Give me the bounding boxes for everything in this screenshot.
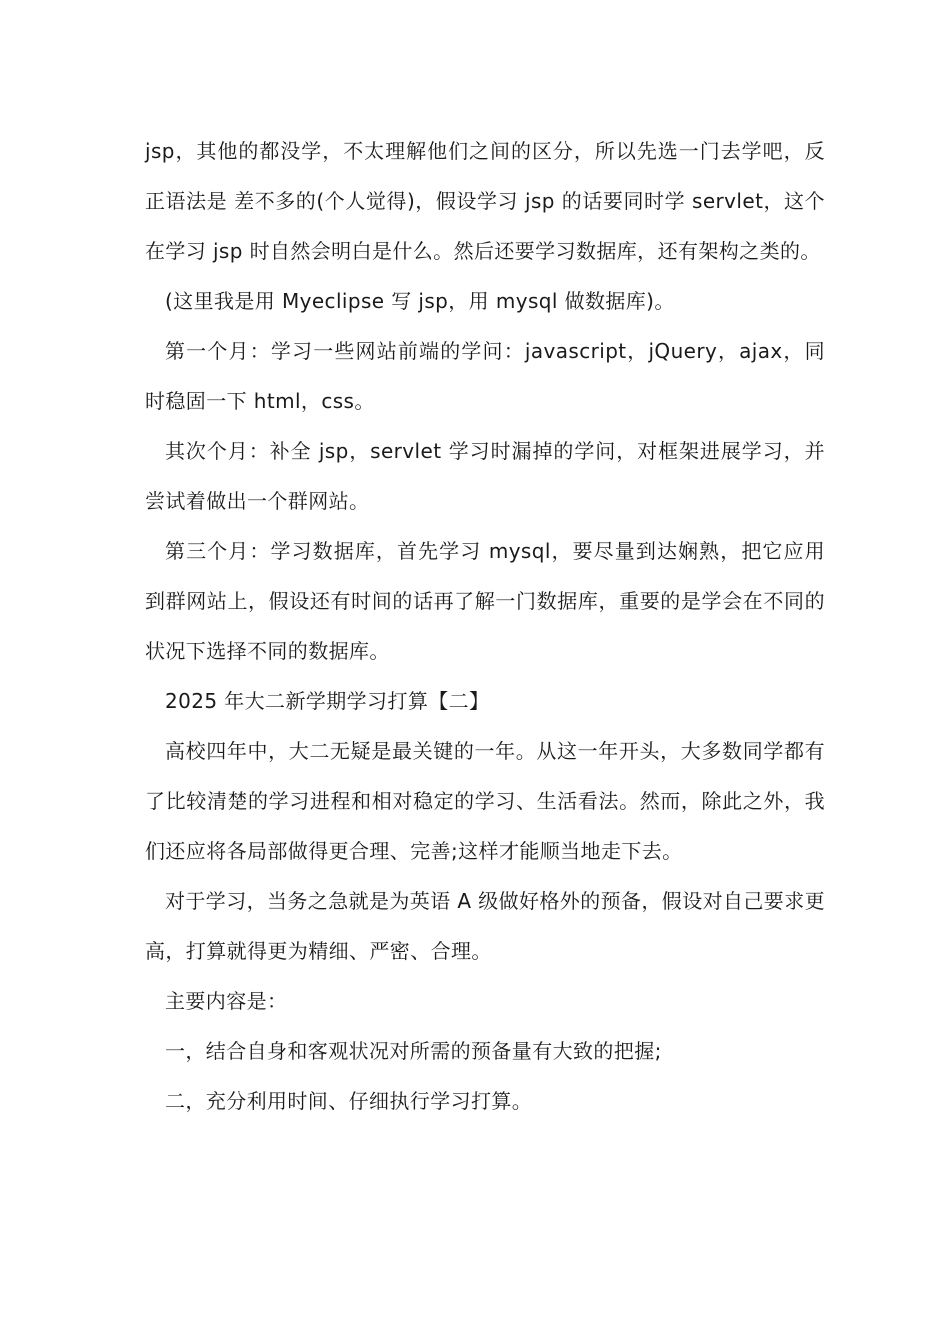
paragraph-5: 第三个月：学习数据库，首先学习 mysql，要尽量到达娴熟，把它应用到群网站上，假设还有时间的话再了解一门数据库，重要的是学会在不同的状况下选择不同的数据库。 xyxy=(145,539,825,663)
paragraph-1: jsp，其他的都没学，不太理解他们之间的区分，所以先选一门去学吧，反正语法是 差不多的(个人觉得)，假设学习 jsp 的话要同时学 servlet，这个在学习 jsp 时自然会明白是什么。然后还要学习数据库，还有架构之类的。 xyxy=(145,139,825,263)
paragraph-3: 第一个月：学习一些网站前端的学问：javascript，jQuery，ajax，同时稳固一下 html，css。 xyxy=(145,339,825,413)
paragraph-7: 高校四年中，大二无疑是最关键的一年。从这一年开头，大多数同学都有了比较清楚的学习进程和相对稳定的学习、生活看法。然而，除此之外，我们还应将各局部做得更合理、完善;这样才能顺当地走下去。 xyxy=(145,739,825,863)
paragraph-2: (这里我是用 Myeclipse 写 jsp，用 mysql 做数据库)。 xyxy=(165,289,675,313)
paragraph-4: 其次个月：补全 jsp，servlet 学习时漏掉的学问，对框架进展学习，并尝试着做出一个群网站。 xyxy=(145,439,825,513)
paragraph-9: 主要内容是： xyxy=(165,989,288,1013)
list-item-1: 一，结合自身和客观状况对所需的预备量有大致的把握; xyxy=(165,1039,662,1063)
document-body xyxy=(145,126,825,1126)
list-item-2: 二，充分利用时间、仔细执行学习打算。 xyxy=(165,1089,533,1113)
paragraph-8: 对于学习，当务之急就是为英语 A 级做好格外的预备，假设对自己要求更高，打算就得更为精细、严密、合理。 xyxy=(145,889,825,963)
section-heading: 2025 年大二新学期学习打算【二】 xyxy=(165,689,490,713)
